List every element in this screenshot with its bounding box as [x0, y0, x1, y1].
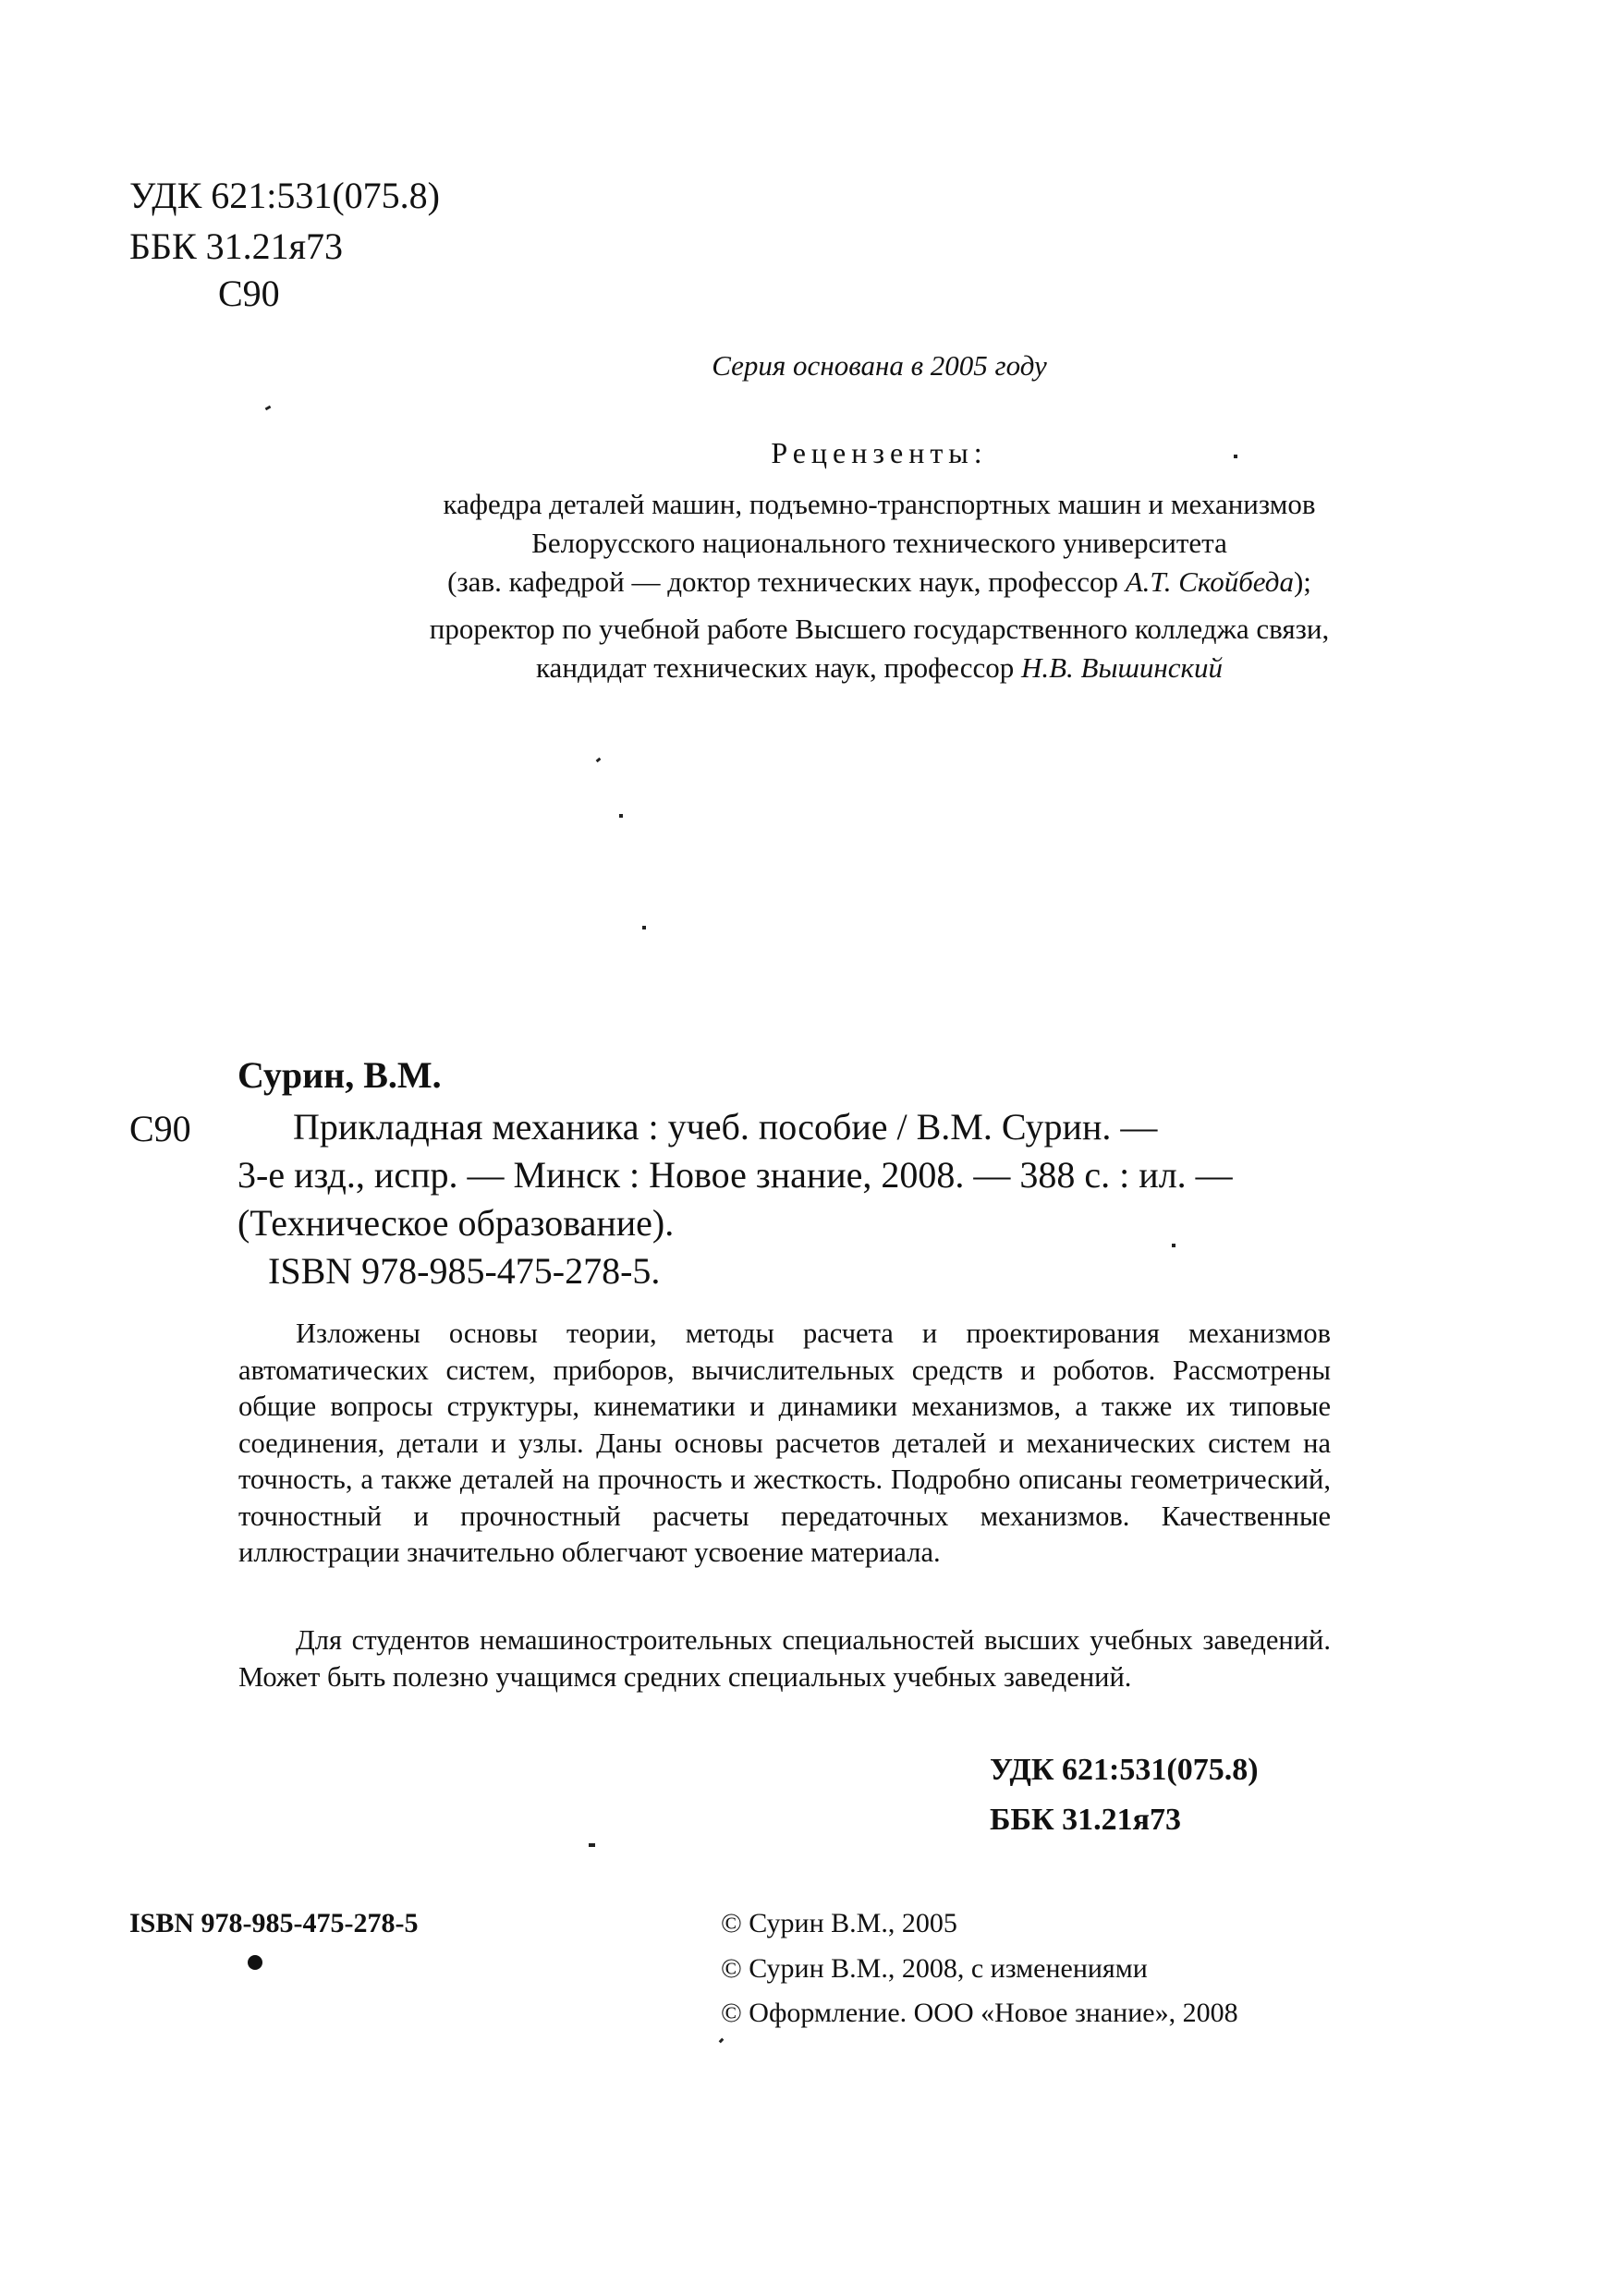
bib-line: (Техническое образование). [238, 1202, 675, 1244]
reviewer-line [0, 651, 1620, 685]
scan-speck [265, 406, 272, 411]
isbn-footer: ISBN 978-985-475-278-5 [129, 1908, 419, 1938]
author-mark: С90 [129, 1108, 191, 1149]
reviewer-line-text: (зав. кафедрой — доктор технических наук, профессор [447, 565, 1126, 598]
abstract-paragraph [238, 1316, 1331, 1572]
isbn-entry: ISBN 978-985-475-278-5. [268, 1250, 661, 1292]
scan-speck [642, 926, 646, 929]
audience-paragraph [238, 1622, 1331, 1695]
reviewer-line: проректор по учебной работе Высшего государственного колледжа связи, [429, 613, 1330, 645]
udk-code-top: УДК 621:531(075.8) [129, 175, 440, 216]
author-heading: Сурин, В.М. [238, 1054, 442, 1096]
copyright-line: © Оформление. ООО «Новое знание», 2008 [721, 1998, 1238, 2028]
copyright-line: © Сурин В.М., 2005 [721, 1908, 957, 1938]
udk-code-bottom: УДК 621:531(075.8) [990, 1753, 1259, 1787]
scan-speck [619, 814, 623, 818]
bib-line: 3-е изд., испр. — Минск : Новое знание, 2008. — 388 с. : ил. — [238, 1154, 1233, 1196]
reviewer-line: кафедра деталей машин, подъемно-транспортных машин и механизмов [443, 488, 1316, 520]
scan-speck [719, 2038, 725, 2044]
series-note: Серия основана в 2005 году [712, 349, 1047, 382]
bbk-code-bottom: ББК 31.21я73 [990, 1803, 1182, 1837]
scan-speck [589, 1843, 595, 1847]
reviewer-line-text: ); [1293, 565, 1311, 598]
abstract-text: Изложены основы теории, методы расчета и проектирования механизмов автоматических систем, приборов, вычислительных средств и роботов. Рассмотрены общие вопросы структуры, кинематики и динамики механизмов, а также их типовые соединения, детали и узлы. Даны основы расчетов деталей и механических систем на точность, а также деталей на прочность и жесткость. Подробно описаны геометрический, точностный и прочностный расчеты передаточных механизмов. Качественные иллюстрации значительно облегчают усвоение материала. [238, 1318, 1331, 1568]
author-mark-top: С90 [218, 273, 280, 314]
copyright-line: © Сурин В.М., 2008, с изменениями [721, 1953, 1148, 1984]
scan-speck [1234, 455, 1237, 458]
audience-text: Для студентов немашиностроительных специальностей высших учебных заведений. Может быть полезно учащимся средних специальных учебных заведений. [238, 1624, 1331, 1693]
reviewer-name: Н.В. Вышинский [1020, 651, 1224, 684]
reviewer-line [0, 565, 1620, 599]
scan-speck [1172, 1244, 1175, 1247]
scan-speck [596, 758, 602, 763]
bib-line: Прикладная механика : учеб. пособие / В.М. Сурин. — [293, 1106, 1158, 1148]
bullet-dot-icon [248, 1955, 262, 1970]
reviewer-line: Белорусского национального технического университета [531, 527, 1227, 559]
bbk-code-top: ББК 31.21я73 [129, 225, 344, 267]
reviewer-name: А.Т. Скойбеда [1125, 565, 1294, 598]
reviewer-line-text: кандидат технических наук, профессор [535, 651, 1021, 684]
reviewers-heading: Рецензенты: [771, 436, 988, 469]
